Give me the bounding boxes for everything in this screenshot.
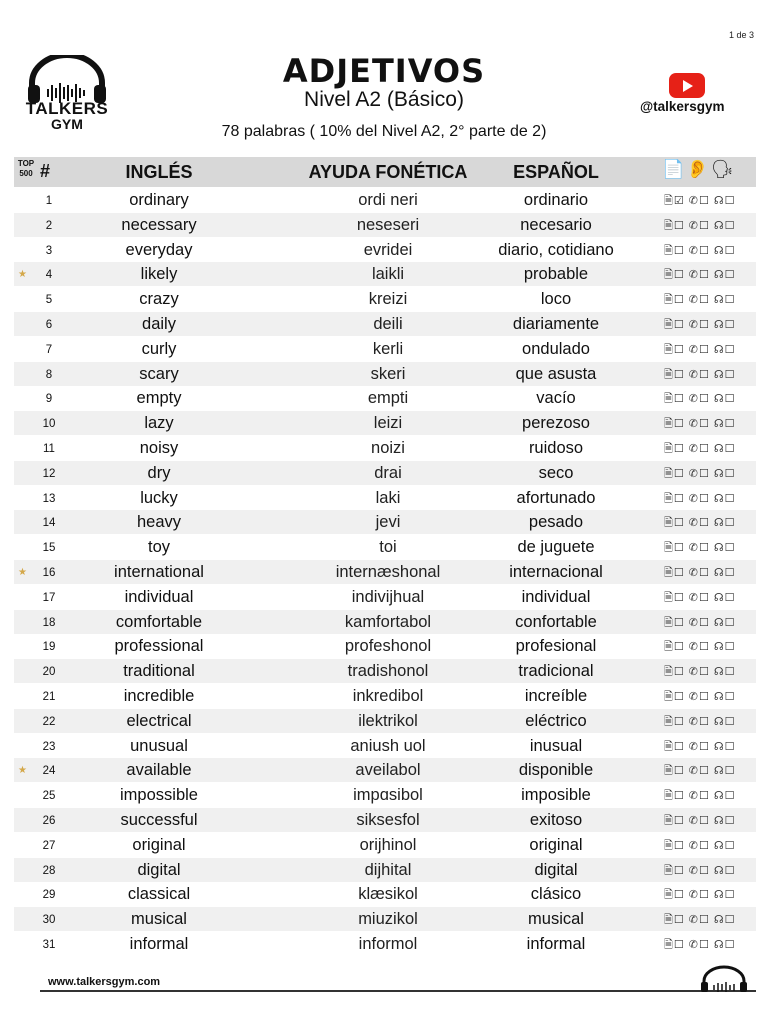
table-row (14, 213, 756, 237)
phonetic-aid: siksesfol (356, 811, 420, 829)
english-word: available (126, 761, 192, 780)
spanish-word: musical (528, 910, 584, 929)
phonetic-aid: internæshonal (335, 563, 441, 581)
spanish-word: tradicional (518, 662, 594, 681)
phonetic-aid: aveilabol (355, 761, 421, 780)
row-number: 18 (42, 616, 56, 629)
phonetic-aid: profeshonol (344, 637, 432, 656)
row-number: 31 (42, 939, 56, 951)
row-number: 27 (42, 839, 56, 852)
phonetic-aid: toi (379, 538, 397, 557)
row-number: 21 (42, 691, 56, 703)
english-word: international (114, 563, 204, 581)
row-number: 24 (42, 765, 56, 778)
spanish-word: vacío (536, 389, 576, 408)
phonetic-aid: kreizi (368, 290, 408, 309)
phonetic-aid: deili (373, 315, 403, 333)
spanish-word: exitoso (529, 811, 583, 829)
spanish-word: ondulado (522, 339, 590, 358)
row-number: 20 (42, 666, 56, 679)
practice-checkboxes[interactable]: 🗎☐ ✆☐ ☊☐ (664, 467, 736, 480)
table-row (14, 535, 756, 559)
table-row (14, 932, 756, 956)
phonetic-aid: klæsikol (358, 885, 418, 904)
practice-checkboxes[interactable]: 🗎☐ ✆☐ ☊☐ (664, 641, 736, 654)
spanish-word: internacional (509, 563, 603, 581)
table-row (14, 411, 756, 435)
row-number: 5 (45, 294, 53, 307)
row-number: 1 (45, 195, 53, 207)
english-word: individual (124, 587, 194, 606)
english-word: impossible (120, 786, 198, 805)
table-row (14, 510, 756, 534)
footer-url[interactable]: www.talkersgym.com (48, 976, 161, 988)
table-row (14, 907, 756, 931)
english-word: likely (140, 265, 178, 284)
table-row (14, 262, 756, 286)
table-row (14, 585, 756, 609)
practice-checkboxes[interactable]: 🗎☐ ✆☐ ☊☐ (664, 219, 736, 232)
spanish-word: eléctrico (525, 711, 587, 730)
practice-checkboxes[interactable]: 🗎☐ ✆☐ ☊☐ (664, 517, 736, 530)
row-number: 29 (42, 889, 56, 902)
spanish-word: pesado (528, 513, 584, 532)
spanish-word: digital (534, 860, 578, 879)
row-number: 4 (45, 269, 53, 282)
spanish-word: clásico (530, 885, 582, 904)
practice-checkboxes[interactable]: 🗎☐ ✆☐ ☊☐ (664, 443, 736, 455)
row-number: 6 (45, 319, 53, 331)
table-row (14, 709, 756, 733)
practice-checkboxes[interactable]: 🗎☐ ✆☐ ☊☐ (664, 715, 736, 728)
practice-icons-header: 📄👂🗣 (662, 159, 736, 179)
phonetic-aid: orijhinol (359, 835, 417, 854)
spanish-word: que asusta (515, 364, 597, 383)
english-word: everyday (125, 240, 193, 259)
english-word: lazy (144, 414, 174, 433)
row-number: 19 (42, 641, 56, 654)
table-row (14, 882, 756, 906)
phonetic-aid: indivijhual (351, 587, 425, 606)
practice-checkboxes[interactable]: 🗎☐ ✆☐ ☊☐ (664, 939, 736, 951)
english-word: curly (141, 339, 177, 358)
practice-checkboxes[interactable]: 🗎☐ ✆☐ ☊☐ (664, 368, 736, 381)
english-word: noisy (139, 439, 179, 457)
table-row (14, 188, 756, 212)
spanish-word: disponible (518, 761, 594, 780)
spanish-word: necesario (520, 215, 592, 234)
phonetic-aid: laki (375, 488, 401, 507)
phonetic-aid: neseseri (356, 215, 420, 234)
phonetic-aid: noizi (371, 439, 405, 457)
star-icon: ★ (18, 765, 27, 777)
practice-checkboxes[interactable]: 🗎☐ ✆☐ ☊☐ (664, 343, 736, 356)
english-word: toy (147, 538, 170, 557)
row-number: 17 (42, 591, 56, 604)
row-number: 3 (45, 244, 53, 257)
english-word: digital (137, 860, 181, 879)
english-word: incredible (123, 687, 195, 705)
social-handle[interactable]: @talkersgym (640, 99, 725, 114)
english-header: INGLÉS (125, 162, 193, 182)
english-word: ordinary (129, 191, 189, 209)
row-number: 30 (42, 914, 56, 927)
spanish-word: ordinario (523, 191, 589, 209)
english-word: comfortable (115, 612, 203, 631)
star-icon: ★ (18, 567, 27, 578)
practice-checkboxes[interactable]: 🗎☐ ✆☐ ☊☐ (664, 492, 736, 505)
number-header: # (40, 161, 51, 181)
row-number: 12 (42, 467, 56, 480)
table-row (14, 386, 756, 410)
spanish-word: ruidoso (528, 439, 584, 457)
spanish-word: loco (540, 290, 572, 309)
spanish-word: probable (523, 265, 589, 284)
row-number: 26 (42, 815, 56, 827)
practice-checkboxes[interactable]: 🗎☐ ✆☐ ☊☐ (664, 616, 736, 629)
table-header (14, 157, 756, 187)
table-row (14, 560, 756, 584)
table-row (14, 858, 756, 882)
footer-headphones-icon (698, 965, 750, 993)
english-word: professional (114, 637, 204, 656)
phonetic-aid: skeri (370, 364, 406, 383)
practice-checkboxes[interactable]: 🗎☐ ✆☐ ☊☐ (664, 691, 736, 703)
phonetic-aid: kerli (372, 339, 404, 358)
level-subtitle: Nivel A2 (Básico) (304, 88, 464, 111)
english-word: necessary (121, 215, 197, 234)
practice-checkboxes[interactable]: 🗎☐ ✆☐ ☊☐ (664, 542, 736, 555)
spanish-word: original (529, 835, 583, 854)
spanish-word: confortable (515, 612, 597, 631)
phonetic-aid: ilektrikol (358, 711, 418, 730)
top500-header: TOP 500 (17, 159, 35, 178)
practice-checkboxes[interactable]: 🗎☐ ✆☐ ☊☐ (664, 591, 736, 604)
spanish-word: informal (526, 935, 586, 953)
english-word: crazy (139, 290, 179, 309)
practice-checkboxes[interactable]: 🗎☐ ✆☐ ☊☐ (664, 740, 736, 753)
spanish-word: individual (521, 587, 591, 606)
practice-checkboxes[interactable]: 🗎☐ ✆☐ ☊☐ (664, 294, 736, 307)
row-number: 9 (45, 393, 53, 406)
practice-checkboxes[interactable]: 🗎☐ ✆☐ ☊☐ (664, 319, 736, 331)
practice-checkboxes[interactable]: 🗎☐ ✆☐ ☊☐ (664, 914, 736, 927)
english-word: lucky (140, 488, 178, 507)
phonetic-aid: ordi neri (358, 191, 418, 209)
table-row (14, 287, 756, 311)
practice-checkboxes[interactable]: 🗎☐ ✆☐ ☊☐ (664, 889, 736, 902)
spanish-word: perezoso (522, 414, 590, 433)
practice-checkboxes[interactable]: 🗎☐ ✆☐ ☊☐ (664, 269, 736, 282)
english-word: scary (139, 364, 179, 383)
table-row (14, 734, 756, 758)
table-row (14, 659, 756, 683)
spanish-word: afortunado (516, 488, 596, 507)
english-word: traditional (123, 662, 195, 681)
practice-checkboxes[interactable]: 🗎☐ ✆☐ ☊☐ (664, 666, 736, 679)
table-row (14, 758, 756, 782)
row-number: 23 (42, 740, 56, 753)
table-row (14, 238, 756, 262)
table-row (14, 783, 756, 807)
row-number: 15 (42, 542, 56, 555)
word-count-subtitle: 78 palabras ( 10% del Nivel A2, 2° parte de 2) (221, 123, 547, 140)
english-word: successful (120, 811, 198, 829)
phonetic-aid: kamfortabol (344, 612, 432, 631)
practice-checkboxes[interactable]: 🗎☐ ✆☐ ☊☐ (664, 567, 736, 579)
phonetic-header: AYUDA FONÉTICA (308, 162, 468, 182)
row-number: 7 (45, 343, 53, 356)
phonetic-aid: tradishonol (347, 662, 429, 681)
english-word: unusual (130, 736, 188, 755)
table-row (14, 436, 756, 460)
practice-checkboxes[interactable]: 🗎☐ ✆☐ ☊☐ (664, 864, 736, 877)
row-number: 8 (45, 368, 53, 381)
spanish-word: imposible (521, 786, 591, 805)
table-row (14, 833, 756, 857)
spanish-word: profesional (515, 637, 597, 656)
phonetic-aid: dijhital (364, 860, 412, 879)
table-row (14, 610, 756, 634)
table-row (14, 337, 756, 361)
footer-divider (40, 990, 756, 992)
table-row (14, 461, 756, 485)
phonetic-aid: jevi (375, 513, 401, 532)
phonetic-aid: informol (358, 935, 418, 953)
practice-checkboxes[interactable]: 🗎☐ ✆☐ ☊☐ (664, 418, 736, 431)
row-number: 16 (42, 567, 56, 579)
practice-checkboxes[interactable]: 🗎☐ ✆☐ ☊☐ (664, 815, 736, 827)
table-row (14, 312, 756, 336)
english-word: informal (129, 935, 189, 953)
english-word: electrical (126, 711, 192, 730)
star-icon: ★ (18, 269, 27, 281)
page-title: ADJETIVOS (282, 52, 486, 90)
phonetic-aid: impɑsibol (353, 786, 423, 805)
logo-line2: GYM (51, 116, 83, 132)
english-word: daily (142, 315, 176, 333)
row-number: 22 (42, 715, 56, 728)
english-word: classical (127, 885, 191, 904)
phonetic-aid: drai (374, 463, 402, 482)
phonetic-aid: miuzikol (358, 910, 418, 929)
english-word: heavy (136, 513, 182, 532)
row-number: 13 (42, 492, 56, 505)
practice-checkboxes[interactable]: 🗎☐ ✆☐ ☊☐ (664, 839, 736, 852)
row-number: 11 (43, 443, 55, 455)
phonetic-aid: inkredibol (352, 687, 424, 705)
phonetic-aid: leizi (373, 414, 403, 433)
row-number: 28 (42, 864, 56, 877)
row-number: 14 (42, 517, 56, 530)
practice-checkboxes[interactable]: 🗎☐ ✆☐ ☊☐ (664, 244, 736, 257)
youtube-icon[interactable] (669, 73, 705, 98)
table-row (14, 362, 756, 386)
english-word: empty (136, 389, 182, 408)
english-word: musical (131, 910, 187, 929)
table-row (14, 808, 756, 832)
english-word: original (132, 835, 186, 854)
practice-checkboxes[interactable]: 🗎☐ ✆☐ ☊☐ (664, 393, 736, 406)
practice-checkboxes[interactable]: 🗎☐ ✆☐ ☊☐ (664, 790, 736, 803)
table-row (14, 634, 756, 658)
spanish-word: de juguete (517, 538, 595, 557)
page-number: 1 de 3 (728, 30, 754, 40)
spanish-word: increíble (524, 687, 588, 705)
row-number: 2 (45, 219, 53, 232)
phonetic-aid: empti (367, 389, 409, 408)
english-word: dry (147, 463, 171, 482)
table-row (14, 486, 756, 510)
spanish-word: diariamente (512, 315, 600, 333)
practice-checkboxes[interactable]: 🗎☑ ✆☐ ☊☐ (664, 195, 736, 207)
phonetic-aid: laikli (371, 265, 405, 284)
row-number: 10 (42, 418, 56, 431)
phonetic-aid: aniush uol (350, 736, 426, 755)
row-number: 25 (42, 790, 56, 803)
logo-line1: TALKERS (25, 99, 109, 118)
phonetic-aid: evridei (363, 240, 413, 259)
table-row (14, 684, 756, 708)
spanish-header: ESPAÑOL (513, 162, 599, 182)
spanish-word: seco (538, 463, 574, 482)
spanish-word: diario, cotidiano (498, 240, 614, 259)
spanish-word: inusual (529, 736, 583, 755)
practice-checkboxes[interactable]: 🗎☐ ✆☐ ☊☐ (664, 765, 736, 778)
